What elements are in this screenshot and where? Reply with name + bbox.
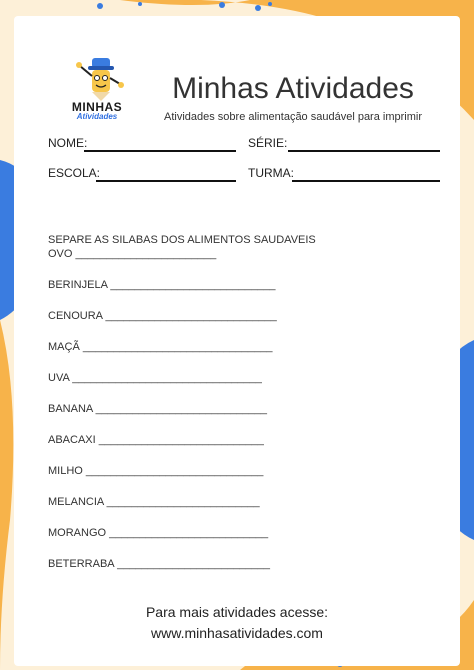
page-title: Minhas Atividades — [172, 72, 414, 105]
dot — [138, 2, 142, 6]
dot — [219, 2, 225, 8]
logo — [62, 54, 132, 126]
logo-text-line1: MINHAS — [71, 100, 123, 114]
serie-field[interactable] — [288, 150, 440, 152]
serie-label: SÉRIE: — [248, 136, 288, 150]
nome-field[interactable] — [84, 150, 236, 152]
list-item-abacaxi[interactable]: ABACAXI ___________________________ — [48, 434, 264, 446]
turma-label: TURMA: — [248, 166, 294, 180]
page-subtitle: Atividades sobre alimentação saudável para imprimir — [163, 111, 422, 123]
list-item-melancia[interactable]: MELANCIA _________________________ — [48, 496, 260, 508]
list-item-berinjela[interactable]: BERINJELA ___________________________ — [48, 279, 276, 291]
instruction-text: SEPARE AS SILABAS DOS ALIMENTOS SAUDAVEIS — [48, 234, 316, 246]
pencil-mascot-icon — [62, 54, 132, 102]
footer-text: Para mais atividades acesse: — [145, 604, 329, 620]
dot — [255, 5, 261, 11]
worksheet-page — [14, 16, 460, 666]
turma-field[interactable] — [292, 180, 440, 182]
dot — [268, 2, 272, 6]
list-item-ovo[interactable]: OVO _______________________ — [48, 248, 217, 260]
list-item-uva[interactable]: UVA _______________________________ — [48, 372, 262, 384]
list-item-banana[interactable]: BANANA ____________________________ — [48, 403, 267, 415]
list-item-cenoura[interactable]: CENOURA ____________________________ — [48, 310, 277, 322]
list-item-milho[interactable]: MILHO _____________________________ — [48, 465, 264, 477]
website-link[interactable]: www.minhasatividades.com — [151, 625, 323, 641]
escola-label: ESCOLA: — [48, 166, 101, 180]
orange-blob-left — [0, 320, 13, 670]
list-item-maca[interactable]: MAÇÃ _______________________________ — [48, 341, 273, 353]
list-item-beterraba[interactable]: BETERRABA _________________________ — [48, 558, 271, 570]
footer — [14, 602, 460, 644]
escola-field[interactable] — [96, 180, 236, 182]
dot — [97, 3, 103, 9]
nome-label: NOME: — [48, 136, 88, 150]
logo-text-line2: Atividades — [76, 112, 118, 121]
list-item-morango[interactable]: MORANGO __________________________ — [48, 527, 269, 539]
